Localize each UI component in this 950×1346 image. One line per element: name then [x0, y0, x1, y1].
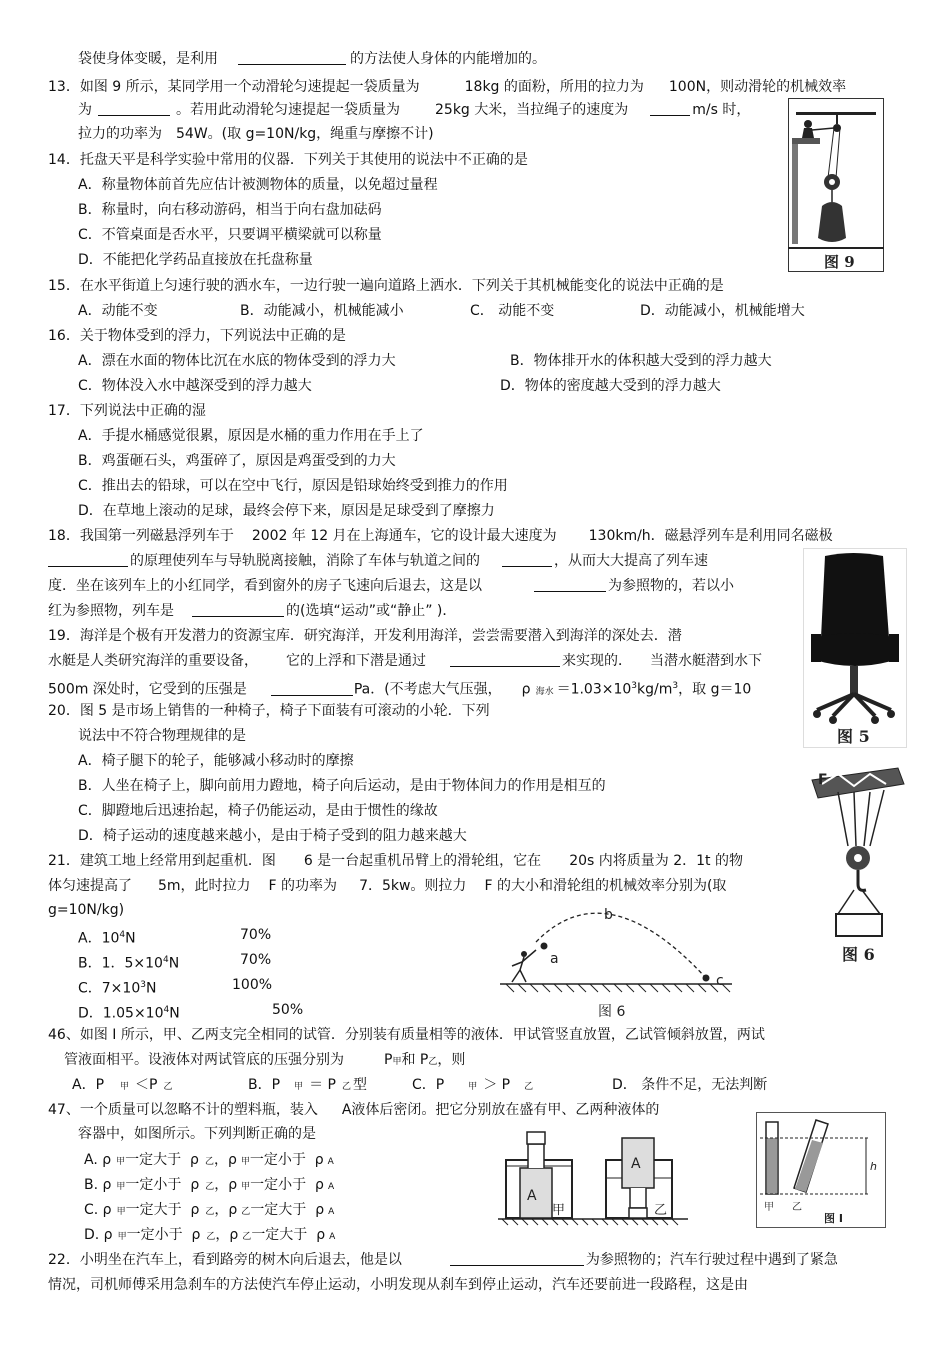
- text: P: [384, 1052, 393, 1068]
- text: B．1．5×10: [78, 955, 163, 972]
- figure-i-caption: 图 I: [824, 1212, 843, 1225]
- q47-option-a[interactable]: A. ρ 甲一定大于 ρ 乙，ρ 甲一定小于 ρ A: [84, 1152, 334, 1168]
- subscript: A: [329, 1232, 336, 1242]
- q21-line3: g=10N/kg): [48, 902, 125, 918]
- q21-option-a-efficiency: 70%: [240, 927, 272, 943]
- text: 100N，则动滑轮的机械效率: [668, 79, 847, 95]
- q21-line1: [48, 852, 743, 870]
- subscript: 甲: [468, 1082, 478, 1092]
- q47-line1: [48, 1101, 659, 1119]
- text: 为: [78, 102, 92, 118]
- answer-blank[interactable]: [98, 101, 170, 116]
- figure-6-crane: [808, 762, 908, 968]
- q20-line2: 说法中不符合物理规律的是: [78, 728, 246, 744]
- answer-blank[interactable]: [238, 50, 346, 65]
- subscript: 甲: [294, 1082, 304, 1092]
- text: 体匀速提高了: [48, 878, 132, 894]
- subscript: 甲: [116, 1157, 126, 1167]
- superscript: 4: [163, 1005, 170, 1015]
- q13-line3: [78, 125, 434, 143]
- tube-jia-label: 甲: [764, 1202, 774, 1213]
- superscript: 3: [140, 980, 146, 990]
- text: A．10: [78, 930, 120, 947]
- text: N: [169, 1005, 180, 1022]
- text: 2002 年 12 月在上海通车，它的设计最大速度为: [251, 528, 557, 544]
- text: 20s 内将质量为 2．1t 的物: [569, 853, 743, 869]
- subscript: 海水: [535, 686, 554, 697]
- text: 红为参照物，列车是: [48, 603, 174, 619]
- text: 型: [352, 1077, 367, 1093]
- answer-blank[interactable]: [192, 602, 284, 617]
- point-b-label: b: [604, 907, 613, 923]
- subscript: 甲: [240, 1157, 250, 1167]
- subscript: A: [328, 1207, 335, 1217]
- subscript: 甲: [116, 1207, 126, 1217]
- text: 一定大于: [125, 1152, 182, 1168]
- q17-option-d[interactable]: D．在草地上滚动的足球，最终会停下来，原因是足球受到了摩擦力: [78, 503, 495, 519]
- text: ρ: [521, 681, 531, 698]
- q14-option-a[interactable]: A．称量物体前首先应估计被测物体的质量，以免超过量程: [78, 177, 438, 193]
- text: 水艇是人类研究海洋的重要设备，: [48, 653, 258, 669]
- height-h-label: h: [870, 1160, 877, 1173]
- text: 的原理使列车与导轨脱离接触，消除了车体与轨道之间的: [130, 553, 480, 569]
- figure-5-caption: 图 5: [837, 727, 870, 746]
- shot-put-trajectory-figure: [496, 900, 736, 1022]
- q17-option-a[interactable]: A．手提水桶感觉很累，原因是水桶的重力作用在手上了: [78, 428, 424, 444]
- q16-option-d[interactable]: D．物体的密度越大受到的浮力越大: [500, 378, 721, 394]
- text: N: [168, 955, 180, 972]
- superscript: 3: [631, 681, 638, 691]
- text: A液体后密闭。把它分别放在盛有甲、乙两种液体的: [341, 1102, 660, 1118]
- point-a-label: a: [550, 951, 559, 967]
- text: ，: [214, 1202, 229, 1218]
- subscript: 乙: [428, 1057, 438, 1067]
- subscript: A: [327, 1157, 334, 1167]
- q46-option-a[interactable]: [72, 1076, 173, 1096]
- bottle-containers-figure: [498, 1128, 688, 1228]
- text: 21．建筑工地上经常用到起重机．图: [48, 853, 276, 869]
- q46-line2: [64, 1051, 465, 1071]
- q15-stem: 15．在水平街道上匀速行驶的洒水车，一边行驶一遍向道路上洒水．下列关于其机械能变化的说法中正确的是: [48, 278, 724, 294]
- q22-line1: [48, 1251, 838, 1269]
- q13-line1: [48, 78, 846, 96]
- text: 当潜水艇潜到水下: [650, 653, 762, 669]
- superscript: 4: [162, 955, 169, 965]
- text: 一定大于: [251, 1227, 308, 1243]
- answer-blank[interactable]: [48, 552, 128, 567]
- text: ，取 g＝10: [678, 681, 752, 698]
- text: B.: [84, 1177, 99, 1193]
- subscript: 乙: [204, 1157, 214, 1167]
- svg-text:F: F: [818, 772, 828, 788]
- container-jia-label: 甲: [552, 1203, 566, 1218]
- q21-line2: [48, 877, 726, 895]
- text: 来实现的．: [562, 653, 632, 669]
- q18-line2: [48, 552, 708, 570]
- answer-blank[interactable]: [650, 101, 690, 116]
- q20-line1: 20．图 5 是市场上销售的一种椅子，椅子下面装有可滚动的小轮．下列: [48, 703, 490, 719]
- q21-option-a[interactable]: [78, 926, 136, 948]
- subscript: 甲: [120, 1082, 130, 1092]
- bottle-a-label: A: [527, 1188, 537, 1204]
- text: N: [125, 930, 136, 947]
- q46-option-c[interactable]: [412, 1076, 533, 1096]
- figure-i-test-tubes: [756, 1112, 886, 1228]
- text: 一定小于: [249, 1152, 306, 1168]
- q14-option-c[interactable]: C．不管桌面是否水平，只要调平横梁就可以称量: [78, 227, 382, 243]
- point-c-label: c: [716, 973, 724, 989]
- q17-option-c[interactable]: C．推出去的铅球，可以在空中飞行，原因是铅球始终受到推力的作用: [78, 478, 508, 494]
- q14-option-b[interactable]: B．称量时，向右移动游码，相当于向右盘加砝码: [78, 202, 382, 218]
- answer-blank[interactable]: [450, 652, 560, 667]
- text: 54W。(取 g=10N/kg，绳重与摩擦不计): [176, 126, 434, 142]
- q12-tail-line: [78, 50, 546, 68]
- superscript: 4: [119, 930, 126, 940]
- q47-option-c[interactable]: C. ρ 甲一定大于 ρ 乙，ρ 乙一定大于 ρ A: [84, 1202, 335, 1218]
- q18-line4: [48, 602, 456, 620]
- q46-line1: 46、如图 I 所示，甲、乙两支完全相同的试管．分别装有质量相等的液体．甲试管竖直放置，乙试管倾斜放置，两试: [48, 1027, 765, 1043]
- text: 22．小明坐在汽车上，看到路旁的树木向后退去，他是以: [48, 1252, 402, 1268]
- subscript: 乙: [241, 1207, 251, 1217]
- text: 25kg 大米，当拉绳子的速度为: [435, 102, 629, 118]
- q17-stem: 17．下列说法中正确的湿: [48, 403, 206, 419]
- q19-line3: [48, 677, 751, 701]
- q46-option-b[interactable]: [248, 1076, 367, 1096]
- q22-line2: 情况，司机师傅采用急刹车的方法使汽车停止运动，小明发现从刹车到停止运动，汽车还要前进一段路程，这是由: [48, 1277, 748, 1293]
- text: 为参照物的，若以小: [608, 578, 734, 594]
- text: 6 是一台起重机吊臂上的滑轮组，它在: [303, 853, 542, 869]
- text: 的(选填“运动”或“静止” )．: [286, 603, 457, 619]
- text: ＜P: [135, 1077, 158, 1093]
- answer-blank[interactable]: [534, 577, 606, 592]
- q47-option-b[interactable]: B. ρ 甲一定小于 ρ 乙，ρ 甲一定小于 ρ A: [84, 1177, 335, 1193]
- text: 和 P: [401, 1052, 429, 1068]
- text: C．7×10: [78, 980, 141, 997]
- q20-option-d[interactable]: D．椅子运动的速度越来越小，是由于椅子受到的阻力越来越大: [78, 828, 467, 844]
- text: C.: [84, 1202, 99, 1218]
- q18-line3: [48, 577, 734, 595]
- q20-option-b[interactable]: B．人坐在椅子上，脚向前用力蹬地，椅子向后运动，是由于物体间力的作用是相互的: [78, 778, 606, 794]
- q16-option-c[interactable]: C．物体没入水中越深受到的浮力越大: [78, 378, 312, 394]
- q20-option-a[interactable]: A．椅子腿下的轮子，能够减小移动时的摩擦: [78, 753, 354, 769]
- text: 。若用此动滑轮匀速提起一袋质量为: [176, 102, 400, 118]
- q21-option-c[interactable]: [78, 976, 156, 998]
- text: ，从而大大提高了列车速: [554, 553, 708, 569]
- text: 一定小于: [250, 1177, 307, 1193]
- text: ，: [214, 1177, 229, 1193]
- answer-blank[interactable]: [450, 1251, 584, 1266]
- q15-option-c[interactable]: C． 动能不变: [470, 303, 555, 319]
- figure-9-pulley: [788, 98, 884, 272]
- superscript: 3: [672, 681, 679, 691]
- text: A.: [84, 1152, 98, 1168]
- text: 13．如图 9 所示，某同学用一个动滑轮匀速提起一袋质量为: [48, 79, 420, 95]
- text: ＝ P: [309, 1077, 336, 1093]
- text: 拉力的功率为: [78, 126, 162, 142]
- q16-option-b[interactable]: B．物体排开水的体积越大受到的浮力越大: [510, 353, 772, 369]
- q17-option-b[interactable]: B．鸡蛋砸石头，鸡蛋碎了，原因是鸡蛋受到的力大: [78, 453, 396, 469]
- subscript: 乙: [206, 1232, 216, 1242]
- text: B．P: [248, 1077, 281, 1093]
- q21-option-b-efficiency: 70%: [240, 952, 272, 968]
- q15-option-d[interactable]: D．动能减小，机械能增大: [640, 303, 805, 319]
- text: 一定大于: [250, 1202, 307, 1218]
- subscript: 乙: [341, 1082, 351, 1092]
- text: ，: [213, 1152, 228, 1168]
- subscript: 乙: [205, 1207, 215, 1217]
- text: D．1.05×10: [78, 1005, 164, 1022]
- container-yi-label: 乙: [654, 1203, 668, 1218]
- text: C．P: [412, 1077, 445, 1093]
- text: kg/m: [637, 681, 673, 698]
- text: 袋使身体变暖，是利用: [78, 51, 218, 67]
- subscript: A: [327, 1182, 335, 1192]
- q47-option-d[interactable]: D. ρ 甲一定小于 ρ 乙，ρ 乙一定大于 ρ A: [84, 1227, 336, 1243]
- text: A．P: [72, 1077, 105, 1093]
- text: 18kg 的面粉，所用的拉力为: [464, 79, 644, 95]
- q14-option-d[interactable]: D．不能把化学药品直接放在托盘称量: [78, 252, 313, 268]
- text: 的方法使人身体的内能增加的。: [350, 51, 546, 67]
- q47-line2: 容器中，如图所示。下列判断正确的是: [78, 1126, 316, 1142]
- text: 度．坐在该列车上的小红同学，看到窗外的房子飞速向后退去，这是以: [48, 578, 482, 594]
- q14-stem: 14．托盘天平是科学实验中常用的仪器．下列关于其使用的说法中不正确的是: [48, 152, 528, 168]
- subscript: 乙: [242, 1232, 252, 1242]
- q16-option-a[interactable]: A．漂在水面的物体比沉在水底的物体受到的浮力大: [78, 353, 396, 369]
- subscript: 乙: [163, 1082, 173, 1092]
- tube-yi-label: 乙: [792, 1202, 802, 1213]
- text: F 的大小和滑轮组的机械效率分别为(取: [484, 878, 727, 894]
- figure-6-caption: 图 6: [842, 945, 875, 964]
- subscript: 乙: [524, 1082, 534, 1092]
- q18-line1: [48, 527, 833, 545]
- text: 为参照物的；汽车行驶过程中遇到了紧急: [585, 1252, 838, 1268]
- text: 130km/h．磁悬浮列车是利用同名磁极: [588, 528, 833, 544]
- q19-line2: [48, 652, 762, 670]
- text: N: [145, 980, 157, 997]
- figure-5-chair: [803, 548, 907, 748]
- q21-option-c-efficiency: 100%: [232, 977, 273, 993]
- text: Pa．(不考虑大气压强，: [353, 681, 502, 698]
- text: F 的功率为: [268, 878, 338, 894]
- text: 7．5kw。则拉力: [359, 878, 467, 894]
- subscript: 甲: [116, 1182, 126, 1192]
- q15-option-a[interactable]: A．动能不变: [78, 303, 158, 319]
- bottle-a2-label: A: [631, 1156, 641, 1172]
- text: 5m，此时拉力: [158, 878, 251, 894]
- subscript: 甲: [392, 1057, 402, 1067]
- text: 一定大于: [125, 1202, 182, 1218]
- text: 18．我国第一列磁悬浮列车于: [48, 528, 234, 544]
- text: 500m 深处时，它受到的压强是: [48, 681, 247, 698]
- text: m/s 时，: [692, 102, 751, 118]
- q46-option-d[interactable]: D． 条件不足，无法判断: [612, 1077, 768, 1093]
- text: 它的上浮和下潜是通过: [286, 653, 426, 669]
- subscript: 甲: [117, 1232, 127, 1242]
- text: 一定小于: [125, 1177, 182, 1193]
- text: 47、一个质量可以忽略不计的塑料瓶，装入: [48, 1102, 318, 1118]
- q13-line2: [78, 101, 750, 119]
- text: 一定小于: [126, 1227, 183, 1243]
- q20-option-c[interactable]: C．脚蹬地后迅速抬起，椅子仍能运动，是由于惯性的缘故: [78, 803, 438, 819]
- text: ＝1.03×10: [556, 681, 632, 698]
- subscript: 甲: [241, 1182, 251, 1192]
- q21-option-b[interactable]: [78, 951, 179, 973]
- trajectory-caption: 图 6: [598, 1004, 626, 1020]
- figure-9-caption: 图 9: [824, 253, 855, 271]
- subscript: 乙: [205, 1182, 215, 1192]
- q21-option-d-efficiency: 50%: [272, 1002, 304, 1018]
- q19-line1: 19．海洋是个极有开发潜力的资源宝库．研究海洋，开发利用海洋，尝尝需要潜入到海洋的深处去．潜: [48, 628, 682, 644]
- text: 管液面相平。设液体对两试管底的压强分别为: [64, 1052, 344, 1068]
- text: ，则: [437, 1052, 466, 1068]
- text: ＞ P: [483, 1077, 511, 1093]
- q15-option-b[interactable]: B．动能减小，机械能减小: [240, 303, 404, 319]
- answer-blank[interactable]: [502, 552, 552, 567]
- q16-stem: 16．关于物体受到的浮力，下列说法中正确的是: [48, 328, 346, 344]
- q21-option-d[interactable]: [78, 1001, 180, 1023]
- text: ，: [215, 1227, 230, 1243]
- answer-blank[interactable]: [271, 681, 353, 696]
- text: D.: [84, 1227, 100, 1243]
